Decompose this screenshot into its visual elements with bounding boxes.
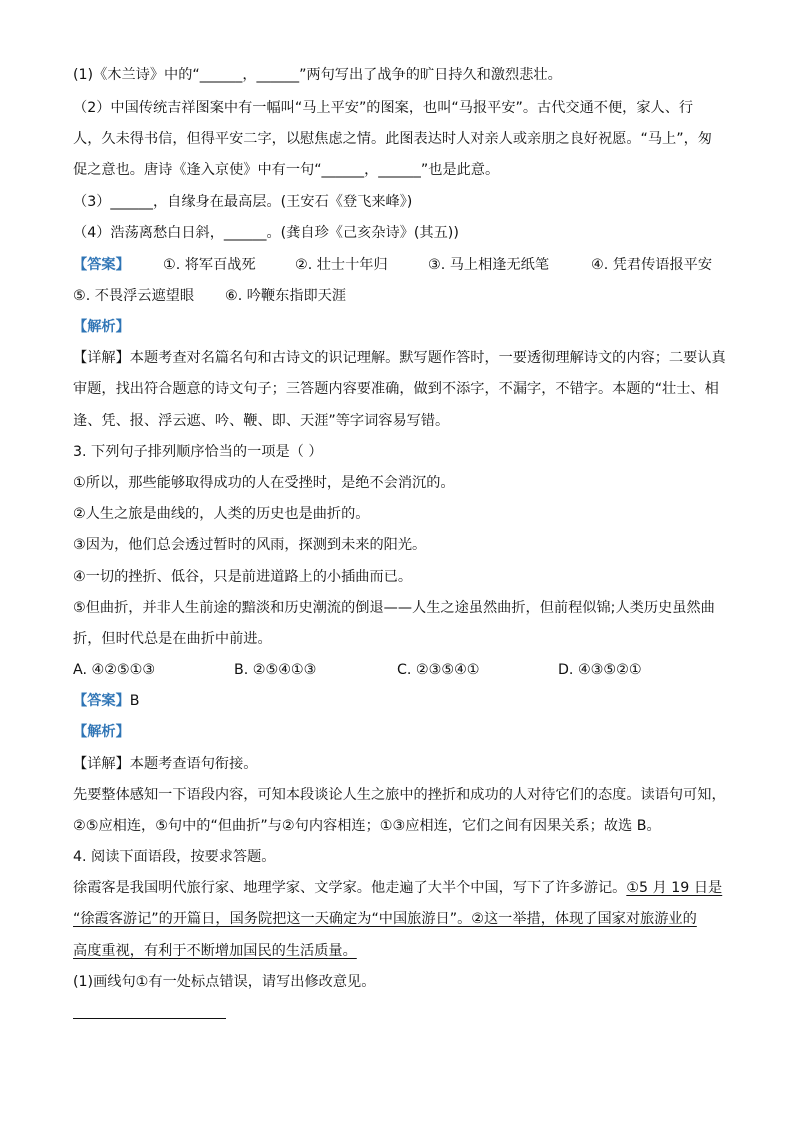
answer-tag: 【答案】 (73, 693, 130, 709)
answer-item: ③. 马上相逢无纸笔 (428, 257, 550, 273)
q2-sub1: (1)《木兰诗》中的“______，______”两句写出了战争的旷日持久和激烈悲壮。 (73, 67, 562, 83)
q3-stem: 3. 下列句子排列顺序恰当的一项是（ ） (73, 444, 323, 460)
q4-sub1: (1)画线句①有一处标点错误，请写出修改意见。 (73, 974, 376, 990)
option-b: B. ②⑤④①③ (234, 662, 317, 678)
q3-sentence-4: ④一切的挫折、低谷，只是前进道路上的小插曲而已。 (73, 569, 413, 585)
q2-detail-line2: 审题，找出符合题意的诗文句子；三答题内容要准确，做到不添字，不漏字，不错字。本题的“壮士、相 (73, 381, 719, 397)
q3-sentence-5b: 折，但时代总是在曲折中前进。 (73, 631, 272, 647)
answer-item: ⑤. 不畏浮云遮望眼 (73, 288, 195, 304)
answer-item: ⑥. 吟鞭东指即天涯 (225, 288, 347, 304)
q4-stem: 4. 阅读下面语段，按要求答题。 (73, 849, 276, 865)
q3-detail-line2: 先要整体感知一下语段内容，可知本段谈论人生之旅中的挫折和成功的人对待它们的态度。读语句可知， (73, 787, 726, 803)
q3-sentence-1: ①所以，那些能够取得成功的人在受挫时，是绝不会消沉的。 (73, 475, 455, 491)
q3-sentence-5a: ⑤但曲折，并非人生前途的黯淡和历史潮流的倒退——人生之途虽然曲折，但前程似锦;人类历史虽然曲 (73, 600, 715, 616)
q2-sub2-line2: 人，久未得书信，但得平安二字，以慰焦虑之情。此图表达时人对亲人或亲朋之良好祝愿。“马上”，匆 (73, 131, 712, 147)
option-a: A. ④②⑤①③ (73, 662, 156, 678)
answer-tag: 【答案】 (73, 257, 130, 273)
q4-para-plain: 徐霞客是我国明代旅行家、地理学家、文学家。他走遍了大半个中国，写下了许多游记。 (73, 880, 627, 896)
q3-answer-row (73, 692, 733, 710)
q3-analysis-tag: 【解析】 (73, 724, 130, 740)
q2-sub3: （3）______，自缘身在最高层。(王安石《登飞来峰》) (73, 194, 413, 210)
q3-detail-line3: ②⑤应相连，⑤句中的“但曲折”与②句内容相连；①③应相连，它们之间有因果关系；故选 B。 (73, 818, 661, 834)
q4-para-line3: 高度重视，有利于不断增加国民的生活质量。 (73, 943, 357, 959)
q4-para-line1 (73, 879, 733, 897)
q2-sub2-line1: （2）中国传统吉祥图案中有一幅叫“马上平安”的图案，也叫“马报平安”。古代交通不便，家人、行 (73, 100, 694, 116)
option-c: C. ②③⑤④① (397, 662, 480, 678)
q2-detail-line3: 逢、凭、报、浮云遮、吟、鞭、即、天涯”等字词容易写错。 (73, 413, 450, 429)
option-d: D. ④③⑤②① (558, 662, 642, 678)
answer-item: ①. 将军百战死 (163, 257, 256, 273)
q3-sentence-2: ②人生之旅是曲线的，人类的历史也是曲折的。 (73, 506, 370, 522)
answer-item: ④. 凭君传语报平安 (591, 257, 713, 273)
answer-item: ②. 壮士十年归 (295, 257, 388, 273)
q4-para-line2: “徐霞客游记”的开篇日，国务院把这一天确定为“中国旅游日”。②这一举措，体现了国家对旅游业的 (73, 911, 697, 927)
q3-answer: B (129, 693, 140, 709)
q2-sub2-line3: 促之意也。唐诗《逢入京使》中有一句“______，______”也是此意。 (73, 162, 500, 178)
q2-detail-line1: 【详解】本题考查对名篇名句和古诗文的识记理解。默写题作答时，一要透彻理解诗文的内容；二要认真 (73, 350, 726, 366)
q4-underlined-sentence-1: ①5 月 19 日是 (626, 880, 723, 896)
q3-sentence-3: ③因为，他们总会透过暂时的风雨，探测到未来的阳光。 (73, 537, 427, 553)
q3-detail-line1: 【详解】本题考查语句衔接。 (73, 756, 258, 772)
q2-sub4: （4）浩荡离愁白日斜，______。(龚自珍《己亥杂诗》(其五)) (73, 225, 459, 241)
answer-blank-line[interactable] (73, 1018, 226, 1019)
q2-analysis-tag: 【解析】 (73, 319, 130, 335)
